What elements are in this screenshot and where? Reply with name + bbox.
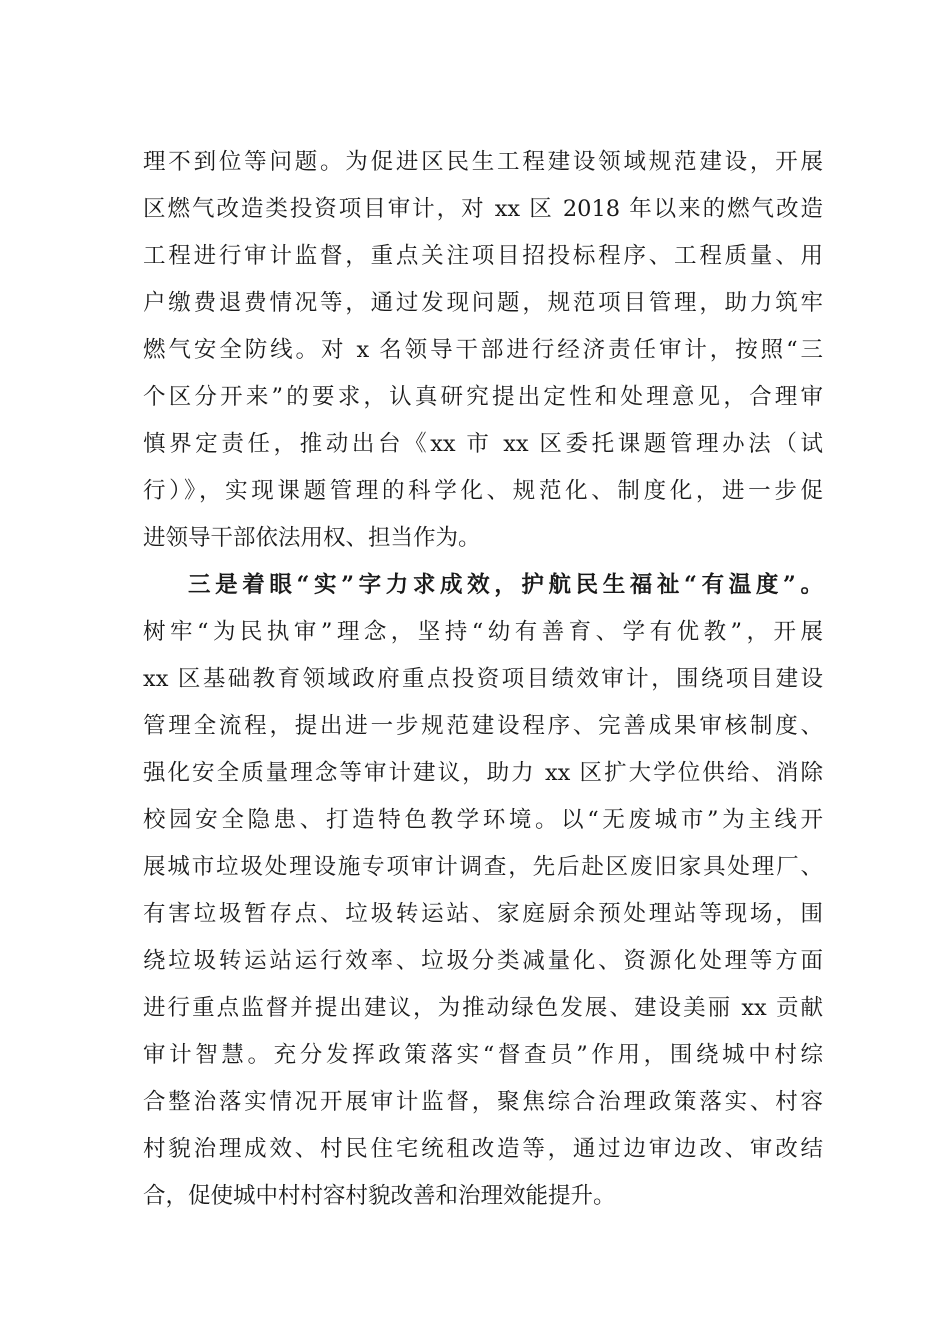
text-line-15: 校园安全隐患、打造特色教学环境。以“无废城市”为主线开 <box>143 807 823 833</box>
text-line-11: 树牢“为民执审”理念，坚持“幼有善育、学有优教”，开展 <box>143 619 823 645</box>
text-line-13: 管理全流程，提出进一步规范建设程序、完善成果审核制度、 <box>143 713 823 739</box>
text-line-9: 进领导干部依法用权、担当作为。 <box>143 525 481 551</box>
text-line-3: 工程进行审计监督，重点关注项目招投标程序、工程质量、用 <box>143 243 823 269</box>
text-line-23: 合，促使城中村村容村貌改善和治理效能提升。 <box>143 1183 616 1209</box>
text-line-5: 燃气安全防线。对 x 名领导干部进行经济责任审计，按照“三 <box>143 337 823 363</box>
text-line-16: 展城市垃圾处理设施专项审计调查，先后赴区废旧家具处理厂、 <box>143 854 823 880</box>
text-line-1: 理不到位等问题。为促进区民生工程建设领域规范建设，开展 <box>143 149 823 175</box>
text-line-12: xx 区基础教育领域政府重点投资项目绩效审计，围绕项目建设 <box>143 666 823 692</box>
section-heading: 三是着眼“实”字力求成效，护航民生福祉“有温度”。 <box>188 572 823 598</box>
text-line-2: 区燃气改造类投资项目审计，对 xx 区 2018 年以来的燃气改造 <box>143 196 823 222</box>
text-line-18: 绕垃圾转运站运行效率、垃圾分类减量化、资源化处理等方面 <box>143 948 823 974</box>
text-line-7: 慎界定责任，推动出台《xx 市 xx 区委托课题管理办法（试 <box>143 431 823 457</box>
text-line-6: 个区分开来”的要求，认真研究提出定性和处理意见，合理审 <box>143 384 823 410</box>
text-line-19: 进行重点监督并提出建议，为推动绿色发展、建设美丽 xx 贡献 <box>143 995 823 1021</box>
text-line-8: 行）》，实现课题管理的科学化、规范化、制度化，进一步促 <box>143 478 823 504</box>
text-line-21: 合整治落实情况开展审计监督，聚焦综合治理政策落实、村容 <box>143 1089 823 1115</box>
text-line-4: 户缴费退费情况等，通过发现问题，规范项目管理，助力筑牢 <box>143 290 823 316</box>
text-line-22: 村貌治理成效、村民住宅统租改造等，通过边审边改、审改结 <box>143 1136 823 1162</box>
text-line-17: 有害垃圾暂存点、垃圾转运站、家庭厨余预处理站等现场，围 <box>143 901 823 927</box>
text-line-14: 强化安全质量理念等审计建议，助力 xx 区扩大学位供给、消除 <box>143 760 823 786</box>
text-line-20: 审计智慧。充分发挥政策落实“督查员”作用，围绕城中村综 <box>143 1042 823 1068</box>
